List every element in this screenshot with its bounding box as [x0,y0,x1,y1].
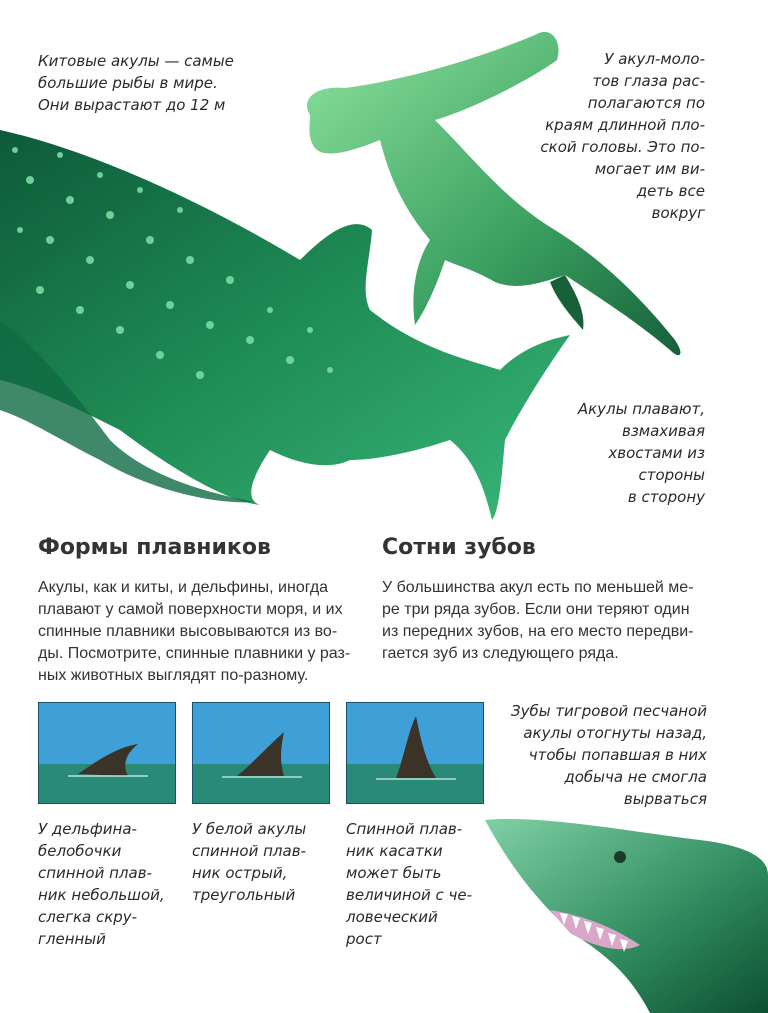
teeth-section-title: Сотни зубов [382,535,536,560]
dolphin-fin-caption: У дельфина- белобочки спинной плав- ник небольшой, слегка скру- гленный [38,820,165,948]
fins-section-text: Акулы, как и киты, и дельфины, иногда плавают у самой поверхности моря, и их спинные плавники высовываются из во- ды. Посмотрите, спинные плавники у раз- ных животных выглядят по-разному. [38,579,351,684]
sand-tiger-shark-illustration [480,815,768,1013]
orca-fin-panel [346,702,484,804]
teeth-section-text: У большинства акул есть по меньшей ме- ре три ряда зубов. Если они теряют один из передних зубов, на его место передви- гается зуб из следующего ряда. [382,579,694,662]
fins-section-title: Формы плавников [38,535,271,560]
hammerhead-caption: У акул-моло- тов глаза рас- полагаются по краям длинной пло- ской головы. Это по- могает им ви- деть все вокруг [540,50,705,222]
sand-tiger-teeth-caption: Зубы тигровой песчаной акулы отогнуты назад, чтобы попавшая в них добыча не смогла вырваться [510,702,707,808]
white-shark-fin-panel [192,702,330,804]
white-shark-fin-caption: У белой акулы спинной плав- ник острый, треугольный [192,820,307,904]
dolphin-fin-panel [38,702,176,804]
swimming-caption: Акулы плавают, взмахивая хвостами из стороны в сторону [577,400,705,506]
whale-shark-caption: Китовые акулы — самые большие рыбы в мире. Они вырастают до 12 м [38,52,234,114]
orca-fin-caption: Спинной плав- ник касатки может быть величиной с че- ловеческий рост [346,820,473,948]
